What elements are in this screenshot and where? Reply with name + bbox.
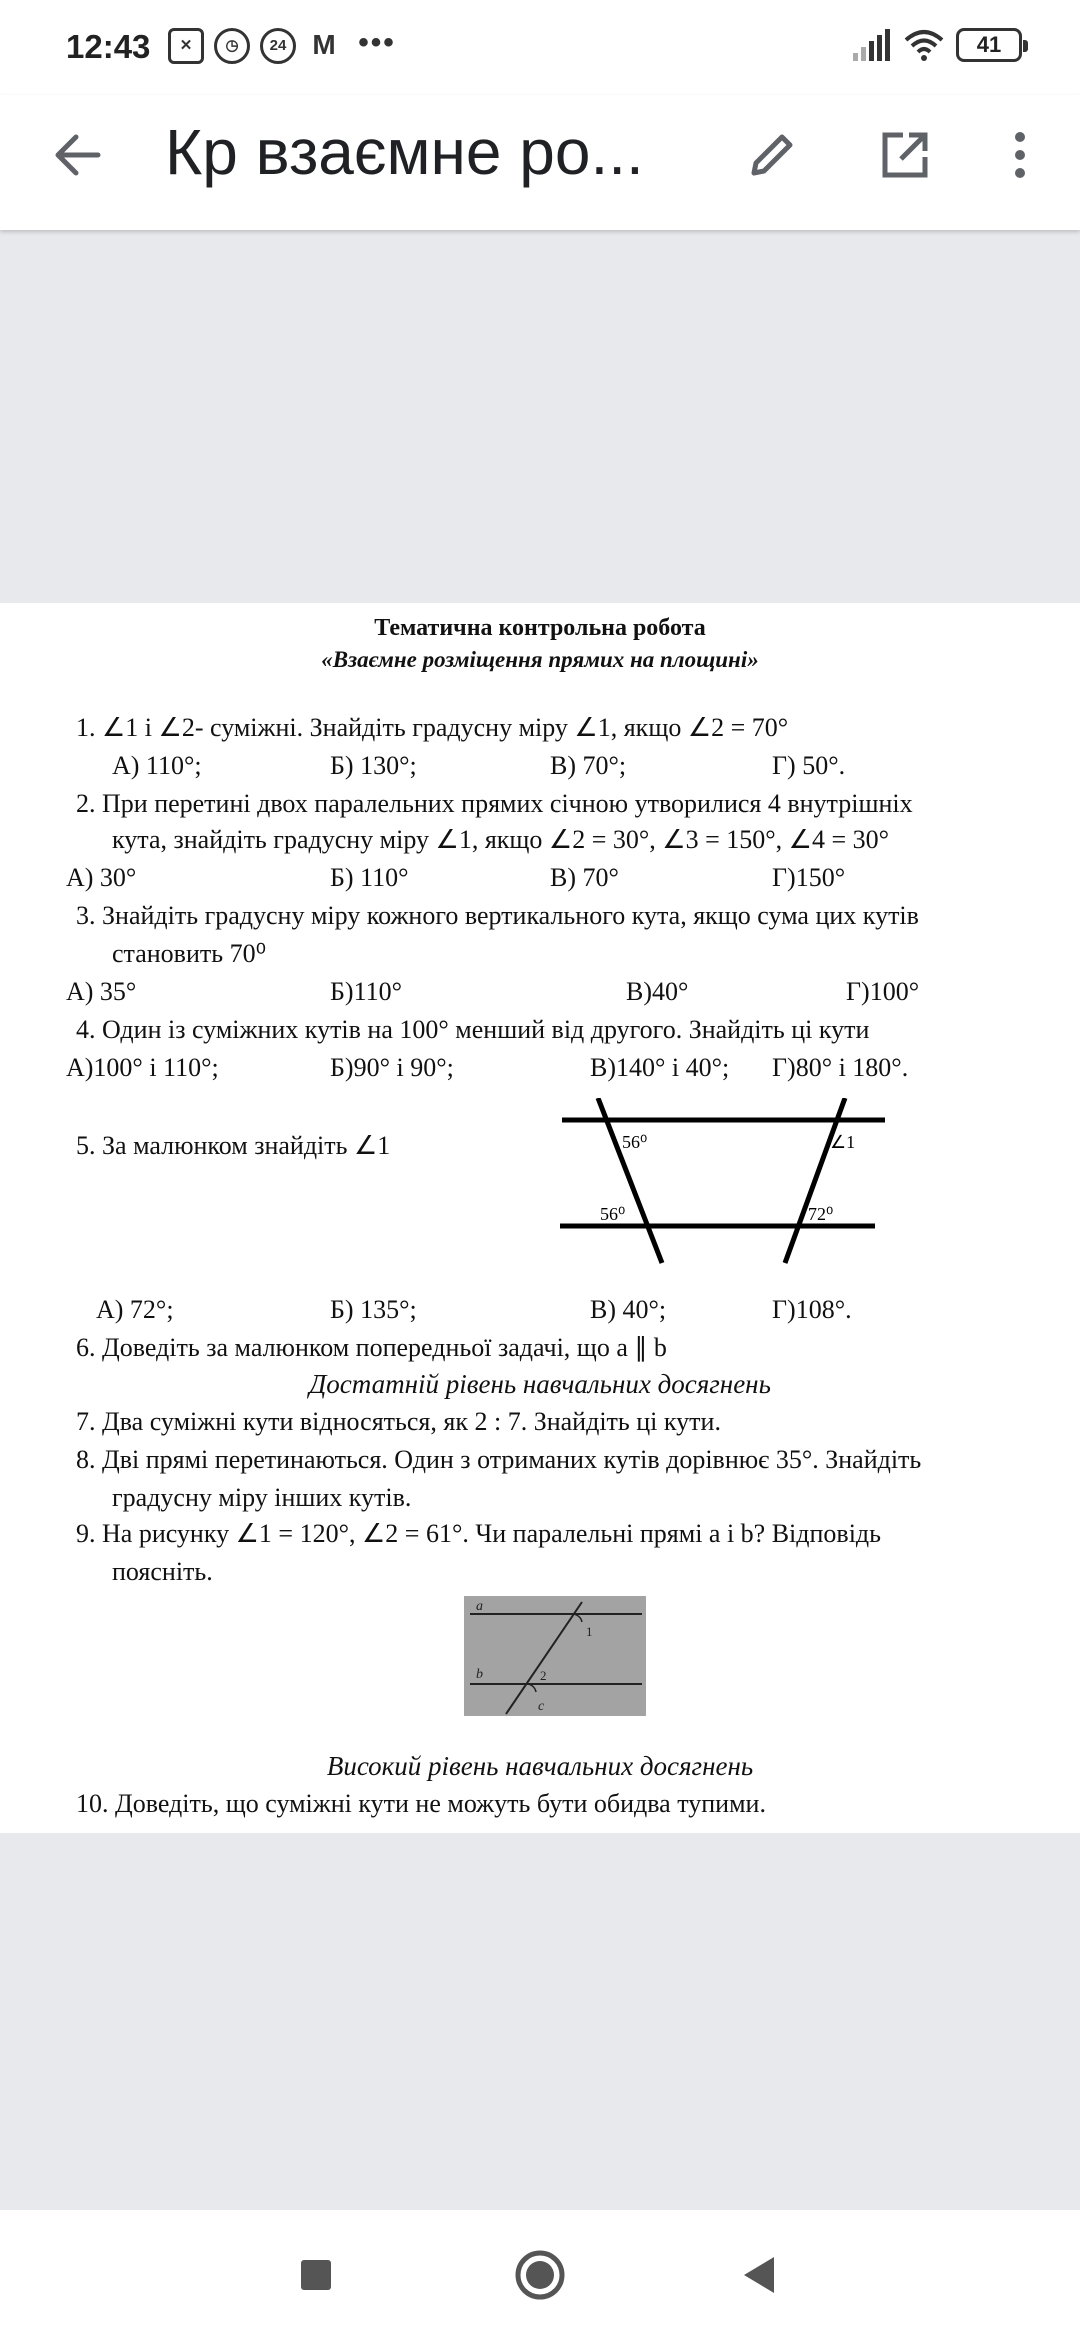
arrow-back-icon[interactable] bbox=[48, 125, 108, 185]
more-notifications-icon: ••• bbox=[358, 26, 396, 59]
muted-icon: ✕ bbox=[168, 28, 204, 64]
triangle-back-icon[interactable] bbox=[730, 2245, 790, 2305]
question-1: 1. ∠1 і ∠2- суміжні. Знайдіть градусну міру ∠1, якщо ∠2 = 70° bbox=[76, 713, 789, 742]
fig1-secant-left bbox=[598, 1098, 662, 1263]
q5-option-b: Б) 135°; bbox=[330, 1295, 417, 1324]
question-2-line1: 2. При перетині двох паралельних прямих січною утворилися 4 внутрішніх bbox=[76, 789, 913, 818]
fig1-label-bottom-right: 72⁰ bbox=[808, 1204, 834, 1224]
q4-option-a: А)100° і 110°; bbox=[66, 1053, 219, 1082]
q5-option-d: Г)108°. bbox=[772, 1295, 852, 1324]
notif-badge-icon: 24 bbox=[260, 28, 296, 64]
fig1-secant-right bbox=[785, 1098, 845, 1263]
fig2-label-c: c bbox=[538, 1699, 545, 1714]
q4-option-b: Б)90° і 90°; bbox=[330, 1053, 454, 1082]
status-bar bbox=[0, 0, 1080, 95]
parallel-lines-figure bbox=[464, 1596, 646, 1716]
q3-option-d: Г)100° bbox=[846, 977, 920, 1006]
question-5: 5. За малюнком знайдіть ∠1 bbox=[76, 1131, 391, 1160]
q4-option-d: Г)80° і 180°. bbox=[772, 1053, 909, 1082]
question-2-line2: кута, знайдіть градусну міру ∠1, якщо ∠2 = 30°, ∠3 = 150°, ∠4 = 30° bbox=[112, 825, 890, 854]
fig2-label-2: 2 bbox=[540, 1668, 547, 1683]
system-nav-bar bbox=[0, 2210, 1080, 2340]
trapezoid-lines-figure bbox=[560, 1098, 890, 1268]
fig1-label-bottom-left: 56⁰ bbox=[600, 1204, 626, 1224]
fig1-label-top-left: 56⁰ bbox=[622, 1132, 648, 1152]
q1-option-b: Б) 130°; bbox=[330, 751, 417, 780]
circle-icon[interactable] bbox=[510, 2245, 570, 2305]
document-title: Кр взаємне ро... bbox=[165, 116, 644, 188]
q5-option-c: В) 40°; bbox=[590, 1295, 667, 1324]
level-high-heading: Високий рівень навчальних досягнень bbox=[326, 1751, 754, 1781]
fig1-label-angle1: ∠1 bbox=[830, 1132, 856, 1152]
status-notification-icons bbox=[168, 28, 402, 64]
open-in-new-icon[interactable] bbox=[875, 125, 935, 185]
question-3-line2: становить 70⁰ bbox=[112, 939, 267, 968]
document-page[interactable] bbox=[0, 603, 1080, 1833]
fig2-label-1: 1 bbox=[586, 1624, 593, 1639]
question-6: 6. Доведіть за малюнком попередньої задачі, що a ∥ b bbox=[76, 1333, 667, 1362]
q3-option-b: Б)110° bbox=[330, 977, 403, 1006]
q3-option-c: В)40° bbox=[626, 977, 689, 1006]
doc-subheading: «Взаємне розміщення прямих на площині» bbox=[321, 647, 759, 672]
status-time: 12:43 bbox=[66, 28, 151, 65]
battery-icon: 41 bbox=[956, 28, 1022, 62]
wifi-icon bbox=[904, 28, 942, 62]
fig2-label-a: a bbox=[476, 1599, 483, 1614]
q2-option-a: А) 30° bbox=[66, 863, 137, 892]
question-9-line1: 9. На рисунку ∠1 = 120°, ∠2 = 61°. Чи паралельні прямі a і b? Відповідь bbox=[76, 1519, 882, 1548]
question-9-line2: поясніть. bbox=[112, 1557, 213, 1586]
q2-option-c: В) 70° bbox=[550, 863, 619, 892]
gmail-icon: M bbox=[312, 29, 336, 60]
question-3-line1: 3. Знайдіть градусну міру кожного вертикального кута, якщо сума цих кутів bbox=[76, 901, 919, 930]
pencil-icon[interactable] bbox=[742, 125, 802, 185]
q3-option-a: А) 35° bbox=[66, 977, 137, 1006]
alarm-icon: ◷ bbox=[214, 28, 250, 64]
q1-option-d: Г) 50°. bbox=[772, 751, 846, 780]
signal-icon bbox=[853, 29, 890, 61]
question-8-line1: 8. Дві прямі перетинаються. Один з отриманих кутів дорівнює 35°. Знайдіть bbox=[76, 1445, 922, 1474]
doc-heading: Тематична контрольна робота bbox=[374, 615, 706, 641]
app-bar bbox=[0, 95, 1080, 230]
question-10: 10. Доведіть, що суміжні кути не можуть бути обидва тупими. bbox=[76, 1789, 766, 1818]
level-sufficient-heading: Достатній рівень навчальних досягнень bbox=[309, 1369, 771, 1399]
q1-option-a: А) 110°; bbox=[112, 751, 202, 780]
square-icon[interactable] bbox=[286, 2245, 346, 2305]
question-7: 7. Два суміжні кути відносяться, як 2 : 7. Знайдіть ці кути. bbox=[76, 1407, 721, 1436]
question-8-line2: градусну міру інших кутів. bbox=[112, 1483, 412, 1512]
q2-option-b: Б) 110° bbox=[330, 863, 409, 892]
fig2-label-b: b bbox=[476, 1667, 483, 1682]
question-4: 4. Один із суміжних кутів на 100° менший від другого. Знайдіть ці кути bbox=[76, 1015, 870, 1044]
more-vert-icon[interactable] bbox=[990, 125, 1050, 185]
q2-option-d: Г)150° bbox=[772, 863, 846, 892]
status-right bbox=[853, 28, 1022, 62]
q4-option-c: В)140° і 40°; bbox=[590, 1053, 730, 1082]
q1-option-c: В) 70°; bbox=[550, 751, 627, 780]
q5-option-a: А) 72°; bbox=[96, 1295, 174, 1324]
